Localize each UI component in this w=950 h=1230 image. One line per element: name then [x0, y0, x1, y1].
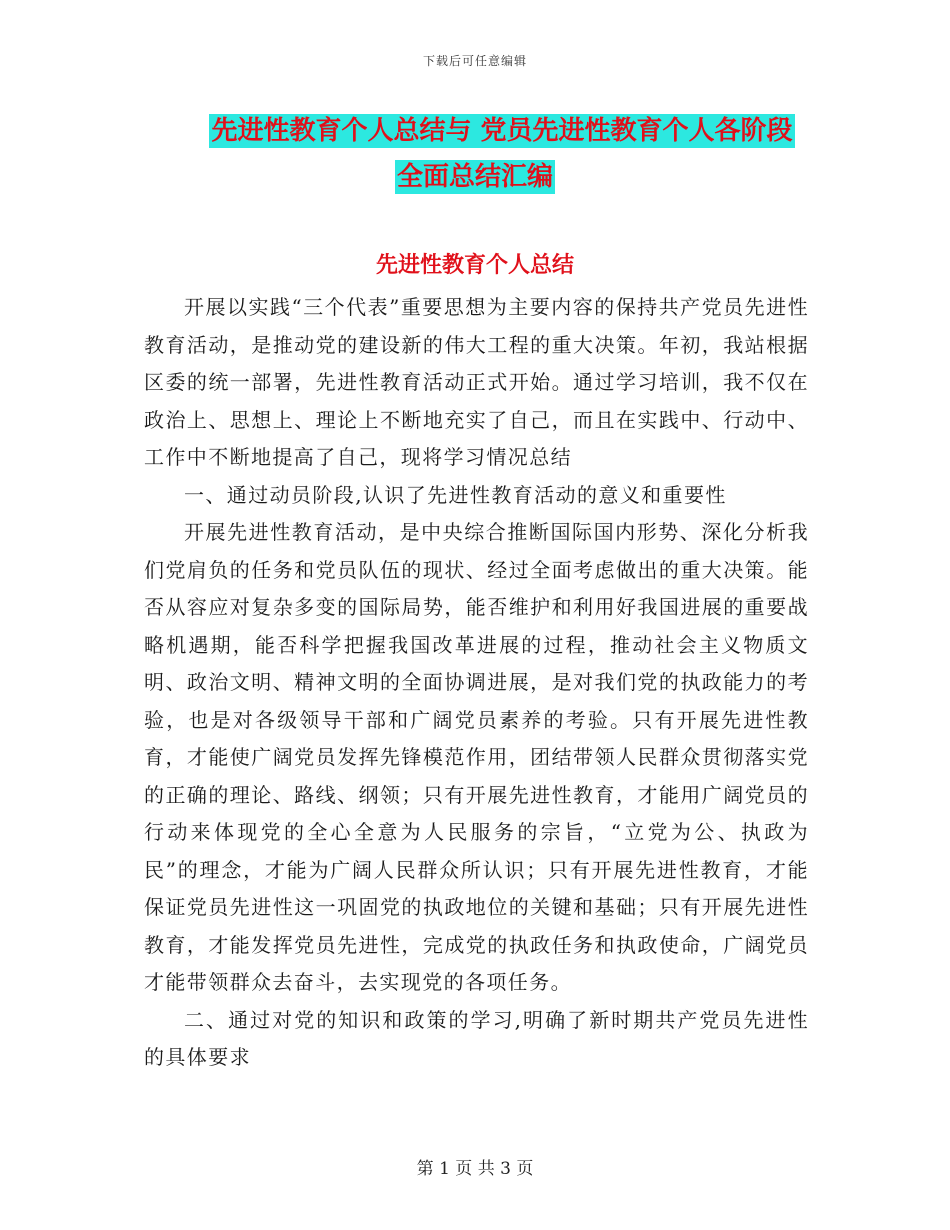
title-line-1: 先进性教育个人总结与 党员先进性教育个人各阶段: [211, 116, 793, 146]
paragraph-intro: 开展以实践“三个代表”重要思想为主要内容的保持共产党员先进性教育活动，是推动党的建设新的伟大工程的重大决策。年初，我站根据区委的统一部署，先进性教育活动正式开始。通过学习培训，我不仅在政治上、思想上、理论上不断地充实了自己，而且在实践中、行动中、工作中不断地提高了自己，现将学习情况总结: [144, 295, 809, 469]
page-footer: 第 1 页 共 3 页: [416, 1159, 534, 1179]
paragraph-part-one: 开展先进性教育活动，是中央综合推断国际国内形势、深化分析我们党肩负的任务和党员队伍的现状、经过全面考虑做出的重大决策。能否从容应对复杂多变的国际局势，能否维护和利用好我国进展的重要战略机遇期，能否科学把握我国改革进展的过程，推动社会主义物质文明、政治文明、精神文明的全面协调进展，是对我们党的执政能力的考验，也是对各级领导干部和广阔党员素养的考验。只有开展先进性教育，才能使广阔党员发挥先锋模范作用，团结带领人民群众贯彻落实党的正确的理论、路线、纲领；只有开展先进性教育，才能用广阔党员的行动来体现党的全心全意为人民服务的宗旨，“立党为公、执政为民”的理念，才能为广阔人民群众所认识；只有开展先进性教育，才能保证党员先进性这一巩固党的执政地位的关键和基础；只有开展先进性教育，才能发挥党员先进性，完成党的执政任务和执政使命，广阔党员才能带领群众去奋斗，去实现党的各项任务。: [144, 520, 809, 994]
header-note: 下载后可任意编辑: [422, 54, 527, 68]
heading-part-one: 一、通过动员阶段,认识了先进性教育活动的意义和重要性: [184, 482, 727, 507]
section-title: 先进性教育个人总结: [375, 253, 574, 278]
heading-part-two: 二、通过对党的知识和政策的学习,明确了新时期共产党员先进性的具体要求: [144, 1007, 809, 1069]
title-line-2: 全面总结汇编: [396, 162, 553, 192]
document-title: [0, 108, 950, 200]
document-body: [144, 289, 809, 1077]
